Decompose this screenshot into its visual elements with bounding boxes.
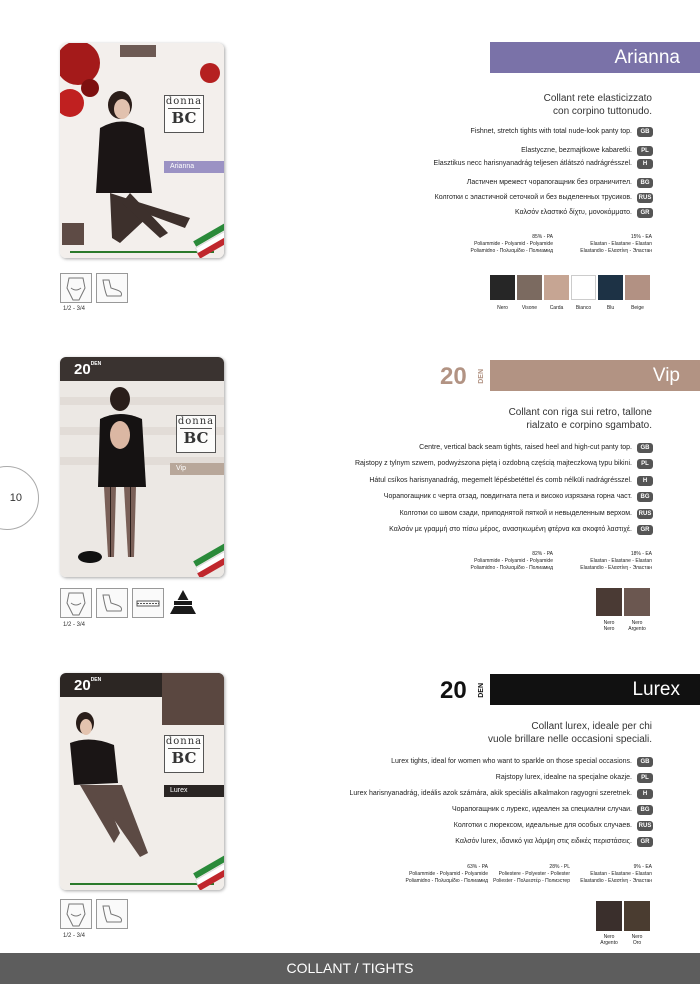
desc-h: Hátul csíkos harisnyanadrág, megemelt lépésbetéttel és comb nélküli nadrágrésszel.: [369, 477, 632, 484]
color-label-bianco: Bianco: [575, 305, 592, 311]
sizes-label: 1/2 - 3/4: [63, 306, 86, 312]
panty-icon: [60, 273, 92, 303]
size-pictograms-arianna: [60, 273, 128, 303]
desc-h: Lurex harisnyanadrág, ideális azok számára, akik speciális alkalmakon ragyogni szeretnek.: [349, 790, 632, 797]
desc-gr: Καλσόν ελαστικό δίχτυ, μονοκόμματο.: [515, 209, 632, 216]
color-label-nero-argento: Nero Argento: [600, 934, 618, 946]
desc-pl: Rajstopy lurex, idealne na specjalne okazje.: [495, 774, 632, 781]
composition-1: 85% - PA Poliammide - Polyamid - Polyamide Poliamidno - Πολυαμίδιο - Полиамид: [470, 234, 553, 254]
italian-desc-lurex: Collant lurex, ideale per chi vuole brillare nelle occasioni speciali.: [488, 721, 652, 745]
color-label-nero-nero: Nero Nero: [603, 620, 615, 632]
composition-2: 28% - PL Poliestere - Polyester - Poliester Poliester - Πολυεστέρ - Полиэстер: [493, 864, 570, 884]
lang-code-gr: GR: [637, 837, 653, 847]
pack-name-label: Arianna: [164, 161, 224, 173]
desc-gb: Fishnet, stretch tights with total nude-look panty top.: [470, 128, 632, 135]
model-photo-lurex: [60, 673, 224, 890]
lang-code-pl: PL: [637, 459, 653, 469]
color-label-blu: Blu: [606, 305, 615, 311]
color-swatch-visone: [517, 275, 542, 300]
product-pack-vip: [60, 357, 224, 577]
desc-bg: Чорапогащник с черта отзад, повдигната пета и високо изрязана горна част.: [383, 493, 632, 500]
lang-code-rus: RUS: [638, 511, 652, 517]
desc-rus: Колготки со швом сзади, приподнятой пяткой и невыделенным верхом.: [399, 510, 632, 517]
seam-icon: [132, 588, 164, 618]
italian-desc-arianna: Collant rete elasticizzato con corpino tuttonudo.: [543, 93, 652, 117]
lang-code-gb: GB: [637, 757, 653, 767]
color-swatch-beige: [625, 275, 650, 300]
color-swatch-blu: [598, 275, 623, 300]
desc-rus: Колготки с эластичной сеточкой и без выделенных трусиков.: [434, 194, 632, 201]
den-label-lurex: 20 DEN: [440, 676, 485, 704]
page-number: 10: [0, 466, 39, 530]
desc-pl: Rajstopy z tylnym szwem, podwyższona piętą i ozdobną częścią majteczkową typu bikini.: [354, 460, 632, 467]
model-photo-arianna: [60, 43, 224, 258]
lang-code-pl: PL: [637, 146, 653, 156]
color-swatch-nero-argento: [624, 588, 650, 616]
product-pack-arianna: [60, 43, 224, 258]
brand-logo: donna BC: [164, 95, 204, 133]
lang-code-gb: GB: [637, 443, 653, 453]
lang-code-gr: GR: [637, 208, 653, 218]
color-label-nero-oro: Nero Oro: [631, 934, 643, 946]
lang-code-h: H: [637, 159, 653, 169]
brand-logo: donna BC: [164, 735, 204, 773]
composition-1: 82% - PA Poliammide - Polyamid - Polyamide Poliamidno - Πολυαμίδιο - Полиамид: [470, 551, 553, 571]
desc-bg: Ластичен мрежест чорапогащник без ограничител.: [466, 179, 632, 186]
size-pictograms-lurex: [60, 899, 128, 929]
pack-name-label: Vip: [170, 463, 224, 475]
den-badge-lurex: $20^{DEN}$: [74, 677, 102, 694]
lang-code-rus: RUS: [638, 195, 652, 201]
product-header-arianna: Arianna: [490, 42, 700, 73]
footer-spacer: [0, 984, 700, 996]
color-swatch-carda: [544, 275, 569, 300]
color-swatch-bianco: [571, 275, 596, 300]
foot-icon: [96, 899, 128, 929]
italian-desc-vip: Collant con riga sui retro, tallone rialzato e corpino sgambato.: [508, 407, 652, 431]
composition-2: 15% - EA Elastan - Elastane - Elastan Elastandio - Ελαστίνη - Эластан: [580, 234, 652, 254]
lang-code-bg: BG: [637, 805, 653, 815]
color-swatch-nero-nero: [596, 588, 622, 616]
composition-2: 18% - EA Elastan - Elastane - Elastan Elastandio - Ελαστίνη - Эластан: [580, 551, 652, 571]
foot-icon: [96, 588, 128, 618]
desc-h: Elasztikus necc harisnyanadrág teljesen átlátszó nadrágrésszel.: [433, 160, 632, 167]
color-label-nero-argento: Nero Argento: [628, 620, 646, 632]
desc-gb: Centre, vertical back seam tights, raised heel and high-cut panty top.: [419, 444, 632, 451]
desc-rus: Колготки с люрексом, идеальные для особых случаев.: [453, 822, 632, 829]
lang-code-rus: RUS: [638, 823, 652, 829]
lang-code-bg: BG: [637, 492, 653, 502]
color-swatch-nero-oro: [624, 901, 650, 931]
color-swatch-nero: [490, 275, 515, 300]
foot-icon: [96, 273, 128, 303]
product-header-lurex: Lurex: [490, 674, 700, 705]
desc-gr: Καλσόν με γραμμή στο πίσω μέρος, ανασηκωμένη φτέρνα και σκοφτό λαστιχέ.: [389, 526, 632, 533]
size-pictograms-vip: [60, 588, 198, 618]
lycra-logo-icon: [168, 588, 198, 616]
desc-gb: Lurex tights, ideal for women who want to sparkle on those special occasions.: [391, 758, 632, 765]
desc-gr: Καλσόν lurex, ιδανικό για λάμψη στις ειδικές περιστάσεις.: [455, 838, 632, 845]
den-label-vip: 20 DEN: [440, 362, 485, 390]
composition-3: 9% - EA Elastan - Elastane - Elastan Elastandio - Ελαστίνη - Эластан: [580, 864, 652, 884]
panty-icon: [60, 588, 92, 618]
lang-code-bg: BG: [637, 178, 653, 188]
color-label-beige: Beige: [631, 305, 644, 311]
den-badge-vip: $20^{DEN}$: [74, 361, 102, 378]
product-header-vip: Vip: [490, 360, 700, 391]
color-label-carda: Carda: [549, 305, 564, 311]
desc-bg: Чорапогащник с лурекс, идеален за специални случаи.: [451, 806, 632, 813]
desc-pl: Elastyczne, bezmajtkowe kabaretki.: [521, 147, 632, 154]
lang-code-h: H: [637, 476, 653, 486]
composition-1: 63% - PA Poliammide - Polyamid - Polyamide Poliamidno - Πολυαμίδιο - Полиамид: [405, 864, 488, 884]
lang-code-pl: PL: [637, 773, 653, 783]
product-pack-lurex: [60, 673, 224, 890]
footer-bar: COLLANT / TIGHTS: [0, 953, 700, 984]
pack-name-label: Lurex: [164, 785, 224, 797]
brand-logo: donna BC: [176, 415, 216, 453]
color-swatch-nero-argento: [596, 901, 622, 931]
sizes-label: 1/2 - 3/4: [63, 933, 86, 939]
sizes-label: 1/2 - 3/4: [63, 622, 86, 628]
panty-icon: [60, 899, 92, 929]
lang-code-gr: GR: [637, 525, 653, 535]
color-label-nero: Nero: [497, 305, 508, 311]
color-label-visone: Visone: [521, 305, 538, 311]
lang-code-gb: GB: [637, 127, 653, 137]
lang-code-h: H: [637, 789, 653, 799]
